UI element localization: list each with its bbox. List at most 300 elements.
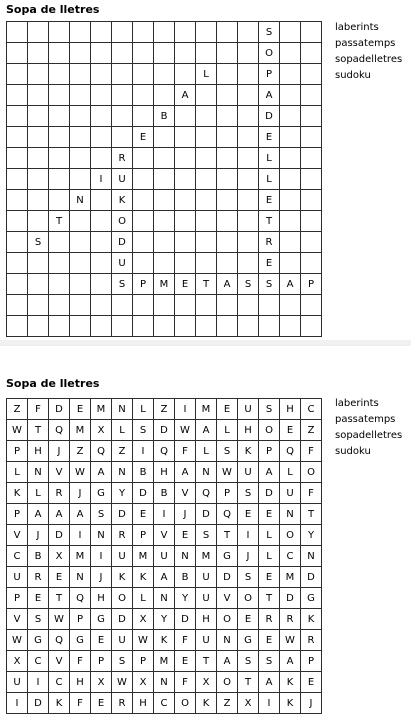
grid-cell: T <box>259 211 280 232</box>
grid-cell <box>28 43 49 64</box>
grid-cell: W <box>70 462 91 483</box>
grid-cell: H <box>133 693 154 714</box>
grid-cell: O <box>112 588 133 609</box>
grid-cell: Q <box>196 483 217 504</box>
grid-cell <box>70 43 91 64</box>
grid-cell: G <box>301 588 322 609</box>
grid-cell: N <box>112 462 133 483</box>
grid-cell <box>301 127 322 148</box>
grid-cell: W <box>49 609 70 630</box>
grid-cell <box>217 64 238 85</box>
grid-cell <box>112 106 133 127</box>
grid-cell <box>238 190 259 211</box>
grid-cell: Z <box>217 693 238 714</box>
grid-cell: H <box>238 420 259 441</box>
grid-cell <box>301 148 322 169</box>
grid-cell <box>301 169 322 190</box>
grid-cell: R <box>280 609 301 630</box>
grid-cell: S <box>28 609 49 630</box>
grid-cell: I <box>175 399 196 420</box>
grid-cell: M <box>70 546 91 567</box>
grid-row <box>7 211 322 232</box>
grid-cell: X <box>133 609 154 630</box>
grid-row <box>7 106 322 127</box>
grid-cell <box>70 316 91 337</box>
grid-cell <box>175 253 196 274</box>
grid-cell: L <box>280 462 301 483</box>
grid-cell <box>91 106 112 127</box>
grid-cell: T <box>196 651 217 672</box>
grid-cell <box>280 316 301 337</box>
grid-cell <box>49 295 70 316</box>
grid-cell: E <box>259 630 280 651</box>
grid-cell <box>154 22 175 43</box>
grid-cell <box>49 274 70 295</box>
grid-cell: W <box>7 420 28 441</box>
grid-cell: K <box>112 190 133 211</box>
grid-cell: H <box>91 588 112 609</box>
grid-cell: P <box>7 441 28 462</box>
word-list-item: passatemps <box>335 38 396 49</box>
grid-cell <box>49 232 70 253</box>
grid-cell <box>49 43 70 64</box>
grid-cell <box>217 85 238 106</box>
grid-cell: C <box>49 672 70 693</box>
grid-cell <box>49 169 70 190</box>
grid-cell: D <box>49 525 70 546</box>
word-list-item: laberints <box>335 398 379 409</box>
grid-cell <box>175 211 196 232</box>
grid-cell: H <box>196 609 217 630</box>
grid-cell: K <box>112 567 133 588</box>
grid-cell <box>217 22 238 43</box>
grid-cell <box>7 106 28 127</box>
grid-row <box>7 651 322 672</box>
solution-word-list <box>335 20 402 84</box>
grid-row <box>7 64 322 85</box>
grid-cell <box>280 106 301 127</box>
grid-row <box>7 399 322 420</box>
grid-cell: R <box>112 693 133 714</box>
grid-cell: A <box>217 274 238 295</box>
grid-cell <box>154 253 175 274</box>
grid-cell: D <box>196 504 217 525</box>
grid-cell <box>154 64 175 85</box>
grid-cell: O <box>238 588 259 609</box>
grid-cell: N <box>175 546 196 567</box>
grid-cell: L <box>259 546 280 567</box>
grid-cell: I <box>154 504 175 525</box>
word-list-item: sopadelletres <box>335 54 403 65</box>
grid-cell: M <box>133 546 154 567</box>
grid-cell: J <box>28 525 49 546</box>
grid-cell: K <box>238 441 259 462</box>
grid-cell <box>175 64 196 85</box>
grid-cell <box>280 148 301 169</box>
grid-cell: A <box>175 85 196 106</box>
grid-cell <box>154 316 175 337</box>
grid-cell: P <box>301 651 322 672</box>
grid-cell: O <box>259 420 280 441</box>
grid-cell: I <box>238 525 259 546</box>
grid-cell <box>301 211 322 232</box>
grid-cell: C <box>154 693 175 714</box>
grid-cell <box>259 295 280 316</box>
grid-cell: P <box>70 609 91 630</box>
grid-cell: D <box>133 483 154 504</box>
grid-cell <box>7 274 28 295</box>
grid-cell <box>133 316 154 337</box>
grid-row <box>7 43 322 64</box>
grid-cell <box>238 22 259 43</box>
grid-cell: K <box>49 693 70 714</box>
grid-cell: F <box>70 651 91 672</box>
grid-cell: P <box>7 588 28 609</box>
grid-cell: I <box>259 693 280 714</box>
grid-cell <box>301 253 322 274</box>
grid-cell: A <box>259 462 280 483</box>
grid-cell <box>217 127 238 148</box>
grid-cell <box>238 43 259 64</box>
grid-cell: Q <box>154 441 175 462</box>
grid-row <box>7 567 322 588</box>
grid-cell <box>133 169 154 190</box>
grid-cell: P <box>217 483 238 504</box>
grid-cell: E <box>133 127 154 148</box>
grid-cell: F <box>175 630 196 651</box>
grid-cell: A <box>217 651 238 672</box>
grid-cell: E <box>259 127 280 148</box>
grid-cell: S <box>259 274 280 295</box>
grid-row <box>7 22 322 43</box>
grid-cell: R <box>28 567 49 588</box>
word-list-item: sudoku <box>335 70 371 81</box>
grid-cell: M <box>154 274 175 295</box>
grid-cell <box>91 190 112 211</box>
grid-cell <box>175 190 196 211</box>
grid-cell: U <box>196 567 217 588</box>
grid-cell: U <box>280 483 301 504</box>
grid-cell: P <box>91 651 112 672</box>
grid-cell <box>280 253 301 274</box>
grid-cell: T <box>196 274 217 295</box>
grid-cell <box>280 22 301 43</box>
grid-cell <box>301 295 322 316</box>
grid-cell <box>175 127 196 148</box>
grid-cell <box>91 64 112 85</box>
grid-cell: W <box>112 672 133 693</box>
grid-cell: K <box>154 630 175 651</box>
grid-cell: E <box>91 693 112 714</box>
grid-cell: O <box>259 43 280 64</box>
grid-row <box>7 190 322 211</box>
grid-cell <box>70 232 91 253</box>
grid-cell <box>7 43 28 64</box>
grid-cell <box>91 295 112 316</box>
grid-cell: L <box>196 441 217 462</box>
grid-cell: N <box>91 525 112 546</box>
grid-cell: S <box>133 420 154 441</box>
grid-cell <box>280 169 301 190</box>
grid-cell <box>175 295 196 316</box>
grid-cell <box>91 22 112 43</box>
grid-cell: J <box>49 441 70 462</box>
grid-cell <box>154 169 175 190</box>
grid-cell: O <box>112 211 133 232</box>
grid-cell: H <box>280 399 301 420</box>
grid-cell: A <box>175 462 196 483</box>
grid-cell: P <box>133 525 154 546</box>
grid-cell: T <box>28 420 49 441</box>
grid-cell <box>112 85 133 106</box>
grid-cell <box>91 211 112 232</box>
grid-cell <box>196 316 217 337</box>
grid-cell: D <box>154 420 175 441</box>
grid-cell: R <box>112 148 133 169</box>
grid-cell <box>133 85 154 106</box>
grid-row <box>7 462 322 483</box>
grid-cell: A <box>49 504 70 525</box>
grid-cell: E <box>175 525 196 546</box>
grid-cell: M <box>280 567 301 588</box>
grid-cell <box>70 127 91 148</box>
grid-cell: O <box>175 693 196 714</box>
grid-cell: N <box>154 588 175 609</box>
grid-cell <box>91 127 112 148</box>
grid-cell <box>280 64 301 85</box>
puzzle-grid <box>6 398 322 714</box>
grid-cell: U <box>7 567 28 588</box>
grid-cell: N <box>196 462 217 483</box>
grid-cell: L <box>133 588 154 609</box>
grid-cell: L <box>133 399 154 420</box>
grid-cell <box>301 190 322 211</box>
grid-cell: T <box>259 588 280 609</box>
grid-row <box>7 525 322 546</box>
grid-cell: E <box>217 399 238 420</box>
grid-row <box>7 316 322 337</box>
grid-cell: Q <box>49 420 70 441</box>
grid-cell: X <box>49 546 70 567</box>
grid-cell <box>133 295 154 316</box>
grid-row <box>7 609 322 630</box>
grid-cell <box>49 190 70 211</box>
grid-row <box>7 169 322 190</box>
grid-cell <box>28 253 49 274</box>
grid-cell: R <box>112 525 133 546</box>
grid-cell <box>7 22 28 43</box>
grid-cell: D <box>259 106 280 127</box>
grid-cell <box>133 253 154 274</box>
grid-cell <box>154 85 175 106</box>
grid-cell: U <box>7 672 28 693</box>
grid-cell <box>154 232 175 253</box>
grid-cell: U <box>112 630 133 651</box>
grid-cell: X <box>196 672 217 693</box>
grid-cell: Y <box>154 609 175 630</box>
grid-cell <box>28 85 49 106</box>
grid-cell: T <box>217 525 238 546</box>
grid-cell <box>70 169 91 190</box>
grid-cell: K <box>7 483 28 504</box>
grid-cell: I <box>133 441 154 462</box>
grid-cell <box>7 64 28 85</box>
grid-cell <box>49 253 70 274</box>
grid-cell: F <box>70 693 91 714</box>
grid-cell <box>70 211 91 232</box>
grid-cell: D <box>280 588 301 609</box>
grid-row <box>7 693 322 714</box>
grid-cell: L <box>196 64 217 85</box>
grid-cell <box>175 316 196 337</box>
grid-cell <box>217 190 238 211</box>
grid-cell: E <box>175 651 196 672</box>
grid-cell: P <box>259 441 280 462</box>
grid-cell: D <box>217 567 238 588</box>
grid-cell <box>91 274 112 295</box>
grid-cell: V <box>49 462 70 483</box>
grid-cell: I <box>7 693 28 714</box>
grid-cell: S <box>259 399 280 420</box>
grid-cell <box>217 106 238 127</box>
grid-cell <box>133 211 154 232</box>
grid-cell: Q <box>91 441 112 462</box>
grid-cell: E <box>238 609 259 630</box>
grid-cell: O <box>217 609 238 630</box>
grid-cell: C <box>280 546 301 567</box>
grid-cell: S <box>259 22 280 43</box>
grid-cell: V <box>7 609 28 630</box>
grid-cell: P <box>259 64 280 85</box>
grid-cell <box>154 211 175 232</box>
grid-cell: U <box>238 462 259 483</box>
grid-cell: E <box>175 274 196 295</box>
grid-cell: K <box>196 693 217 714</box>
grid-cell <box>301 85 322 106</box>
grid-cell: G <box>238 630 259 651</box>
grid-cell: H <box>70 672 91 693</box>
grid-cell: X <box>133 672 154 693</box>
grid-cell <box>28 64 49 85</box>
grid-cell: S <box>259 651 280 672</box>
grid-cell: E <box>280 420 301 441</box>
grid-cell: C <box>301 399 322 420</box>
grid-cell <box>175 232 196 253</box>
grid-cell: I <box>28 672 49 693</box>
grid-cell: D <box>301 567 322 588</box>
grid-cell <box>49 22 70 43</box>
grid-cell: H <box>28 441 49 462</box>
grid-cell: B <box>28 546 49 567</box>
grid-cell <box>154 43 175 64</box>
grid-cell: R <box>301 630 322 651</box>
grid-cell: N <box>28 462 49 483</box>
grid-cell: N <box>154 672 175 693</box>
grid-cell: Z <box>154 399 175 420</box>
grid-cell <box>28 190 49 211</box>
grid-cell <box>7 85 28 106</box>
grid-row <box>7 85 322 106</box>
grid-cell <box>280 211 301 232</box>
grid-cell: X <box>7 651 28 672</box>
grid-cell: J <box>70 483 91 504</box>
grid-cell <box>217 211 238 232</box>
grid-cell <box>91 148 112 169</box>
grid-cell <box>112 127 133 148</box>
grid-cell: B <box>154 483 175 504</box>
grid-cell <box>7 232 28 253</box>
grid-row <box>7 630 322 651</box>
grid-cell: J <box>91 567 112 588</box>
grid-cell <box>133 148 154 169</box>
grid-cell: B <box>133 462 154 483</box>
grid-cell: T <box>238 672 259 693</box>
grid-cell: N <box>217 630 238 651</box>
grid-cell <box>49 64 70 85</box>
grid-cell: Y <box>112 483 133 504</box>
grid-cell <box>154 295 175 316</box>
grid-cell <box>28 316 49 337</box>
grid-cell <box>280 85 301 106</box>
grid-cell <box>196 295 217 316</box>
grid-cell <box>217 232 238 253</box>
grid-cell <box>7 316 28 337</box>
grid-cell <box>196 169 217 190</box>
grid-cell <box>217 253 238 274</box>
grid-cell: Y <box>175 588 196 609</box>
grid-cell <box>154 148 175 169</box>
grid-row <box>7 672 322 693</box>
grid-cell: A <box>196 420 217 441</box>
grid-cell: W <box>217 462 238 483</box>
grid-cell <box>238 211 259 232</box>
grid-cell: R <box>49 483 70 504</box>
grid-cell <box>196 127 217 148</box>
grid-cell: G <box>91 483 112 504</box>
grid-cell: N <box>280 504 301 525</box>
grid-cell <box>70 64 91 85</box>
grid-cell: G <box>217 546 238 567</box>
grid-cell <box>112 316 133 337</box>
grid-cell <box>7 169 28 190</box>
grid-cell <box>7 253 28 274</box>
puzzle-panel <box>0 345 411 723</box>
grid-cell: A <box>154 567 175 588</box>
grid-cell: U <box>112 169 133 190</box>
grid-cell: V <box>7 525 28 546</box>
grid-cell: N <box>112 399 133 420</box>
grid-cell: D <box>28 693 49 714</box>
grid-cell: P <box>301 274 322 295</box>
grid-cell <box>28 295 49 316</box>
grid-cell: K <box>133 567 154 588</box>
grid-cell: A <box>280 651 301 672</box>
grid-cell: W <box>280 630 301 651</box>
grid-cell: J <box>301 693 322 714</box>
grid-cell <box>154 190 175 211</box>
word-list-item: laberints <box>335 22 379 33</box>
grid-cell: A <box>70 504 91 525</box>
grid-cell: F <box>301 483 322 504</box>
grid-cell: F <box>175 441 196 462</box>
grid-cell <box>217 148 238 169</box>
grid-cell: K <box>280 693 301 714</box>
grid-cell <box>49 106 70 127</box>
grid-cell: S <box>112 651 133 672</box>
grid-cell <box>301 232 322 253</box>
solution-grid <box>6 21 322 337</box>
grid-cell: U <box>196 630 217 651</box>
